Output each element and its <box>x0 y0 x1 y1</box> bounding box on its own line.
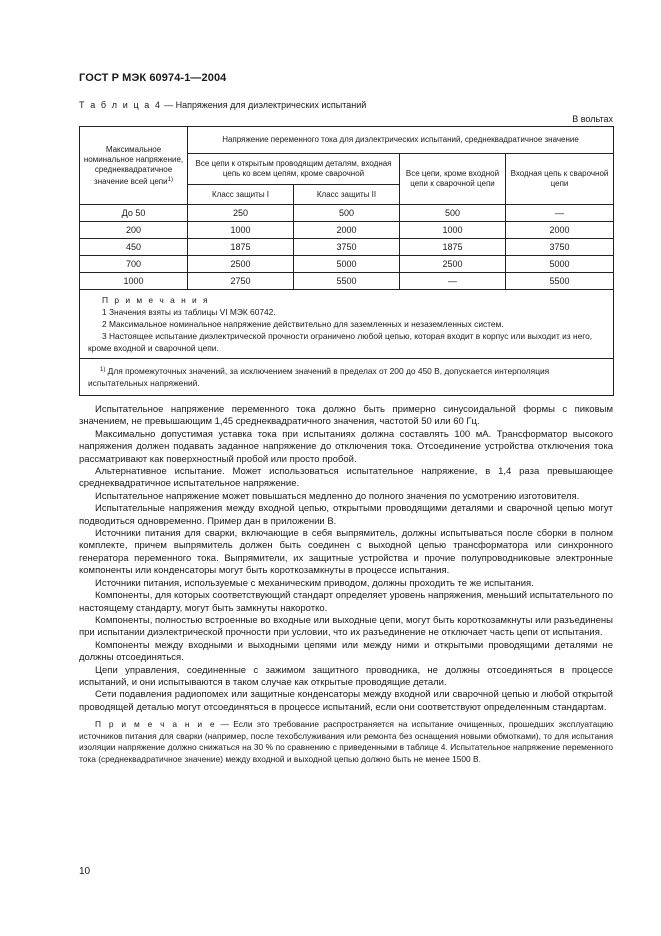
table-cell: — <box>506 205 614 222</box>
paragraph: Компоненты, полностью встроенные во входные или выходные цепи, могут быть короткозамкнуты или разъединены при испытании диэлектрической прочности при условии, что их разъединение не отключает часть цепи от испытания. <box>79 614 613 639</box>
page-number: 10 <box>79 866 91 877</box>
header-group: Напряжение переменного тока для диэлектрических испытаний, среднеквадратичное значение <box>188 127 614 154</box>
note-item: 1 Значения взяты из таблицы VI МЭК 60742. <box>102 307 276 317</box>
paragraph: Источники питания, используемые с механическим приводом, должны проходить те же испытания. <box>95 577 534 589</box>
table-caption-title: — Напряжения для диэлектрических испытаний <box>161 100 367 110</box>
paragraph: Цепи управления, соединенные с зажимом защитного проводника, не должны отсоединяться в процессе испытаний, и они испытываются в таком случае как открытые проводящие детали. <box>79 664 613 688</box>
table-cell: 1000 <box>400 222 506 239</box>
paragraph: Компоненты, для которых соответствующий стандарт определяет уровень напряжения, меньший испытательного по настоящему стандарту, могут быть замкнуты накоротко. <box>79 590 613 614</box>
table-cell: 5000 <box>294 256 400 273</box>
table-cell: 2750 <box>188 273 294 290</box>
table-cell: 1000 <box>188 222 294 239</box>
table-row <box>80 222 614 239</box>
table-row <box>80 239 614 256</box>
paragraph: Испытательные напряжения между входной цепью, открытыми проводящими деталями и сварочной цепью могут подводиться одновременно. Пример дан в приложении В. <box>79 503 613 527</box>
paragraph: Сети подавления радиопомех или защитные конденсаторы между входной или сварочной цепью и любой открытой проводящей деталью могут отсоединяться в процессе испытаний, если они соответствуют определенным стандартам. <box>79 689 613 713</box>
table-cell: 2500 <box>400 256 506 273</box>
body-text <box>79 404 613 765</box>
document-header: ГОСТ Р МЭК 60974-1—2004 <box>79 72 227 84</box>
paragraph: Испытательное напряжение может повышаться медленно до полного значения по усмотрению изготовителя. <box>95 490 580 502</box>
note-label: П р и м е ч а н и е <box>95 719 217 730</box>
table-cell: 5500 <box>506 273 614 290</box>
paragraph: Максимально допустимая уставка тока при испытаниях должна составлять 100 мА. Трансформатор высокого напряжения должен подавать заданное напряжение до отключения тока. Отсоединение устройства отключения тока рассматривают как поверхностный пробой или просто пробой. <box>79 428 613 465</box>
header-class-2: Класс защиты II <box>294 185 400 205</box>
header-input-to-welding: Входная цепь к сварочной цепи <box>506 154 614 205</box>
voltage-table <box>79 126 614 396</box>
table-caption <box>79 100 366 110</box>
table-cell: — <box>400 273 506 290</box>
table-cell: 250 <box>188 205 294 222</box>
header-max-voltage: Максимальное номинальное напряжение, среднеквадратичное значение всей цепи$^{1)}$ <box>80 127 188 205</box>
table-cell: 500 <box>294 205 400 222</box>
note-item: 2 Максимальное номинальное напряжение действительно для заземленных и незаземленных систем. <box>102 319 504 329</box>
table-cell: 1875 <box>400 239 506 256</box>
table-cell: 2000 <box>506 222 614 239</box>
table-cell: 700 <box>80 256 188 273</box>
paragraph: Источники питания для сварки, включающие в себя выпрямитель, должны испытываться после сборки в полном комплекте, причем выпрямитель должен быть соединен с выходной цепью трансформатора или синхронного генератора переменного тока. Выпрямители, их защитные устройства и прочие полупроводниковые электронные компоненты или конденсаторы могут быть короткозамкнуты в процессе испытания. <box>79 528 613 577</box>
paragraph: Испытательное напряжение переменного тока должно быть примерно синусоидальной формы с пиковым значением, не превышающим 1,45 среднеквадратичного значения, частотой 50 или 60 Гц. <box>79 404 613 428</box>
header-class-1: Класс защиты I <box>188 185 294 205</box>
table-cell: 3750 <box>294 239 400 256</box>
table-cell: 5000 <box>506 256 614 273</box>
paragraph: Альтернативное испытание. Может использоваться испытательное напряжение, в 1,4 раза превышающее среднеквадратичное испытательное напряжение. <box>79 466 613 490</box>
table-row <box>80 256 614 273</box>
header-except-input: Все цепи, кроме входной цепи к сварочной цепи <box>400 154 506 205</box>
table-cell: До 50 <box>80 205 188 222</box>
table-cell: 450 <box>80 239 188 256</box>
table-notes <box>80 290 614 359</box>
table-cell: 200 <box>80 222 188 239</box>
paragraph: Компоненты между входными и выходными цепями или между ними и открытыми проводящими деталями не должны отсоединяться. <box>79 639 613 664</box>
table-cell: 500 <box>400 205 506 222</box>
table-cell: 1875 <box>188 239 294 256</box>
table-cell: 5500 <box>294 273 400 290</box>
table-row <box>80 205 614 222</box>
table-units: В вольтах <box>572 114 613 124</box>
note-text: — Если это требование распространяется на испытание очищенных, прошедших эксплуатацию источников питания для сварки (например, после техобслуживания или ремонта без оснащения новыми обмотками), то для испытания изоляции напряжение должно снижаться на 30 % по сравнению с приведенными в таблице 4. Испытательное напряжение переменного тока (среднеквадратичное значение) между входной и выходной цепью должно быть не менее 1500 В. <box>79 719 613 764</box>
table-caption-label: Т а б л и ц а 4 <box>79 100 162 110</box>
table-cell: 1000 <box>80 273 188 290</box>
footnote-text: Для промежуточных значений, за исключением значений в пределах от 200 до 450 В, допускается интерполяция испытательных напряжений. <box>88 366 550 388</box>
footnote-ref: 1) <box>167 176 173 183</box>
table-cell: 2500 <box>188 256 294 273</box>
note-item: 3 Настоящее испытание диэлектрической прочности ограничено любой цепью, которая входит в корпус или выходит из него, кроме входной и сварочной цепи. <box>88 331 593 353</box>
notes-title: П р и м е ч а н и я <box>102 295 210 305</box>
table-row <box>80 273 614 290</box>
body-note <box>79 719 613 765</box>
table-footnote <box>80 359 614 396</box>
table-cell: 2000 <box>294 222 400 239</box>
footnote-mark: 1) <box>100 367 106 373</box>
table-cell: 3750 <box>506 239 614 256</box>
header-all-circuits: Все цепи к открытым проводящим деталям, входная цепь ко всем цепям, кроме сварочной <box>188 154 400 185</box>
